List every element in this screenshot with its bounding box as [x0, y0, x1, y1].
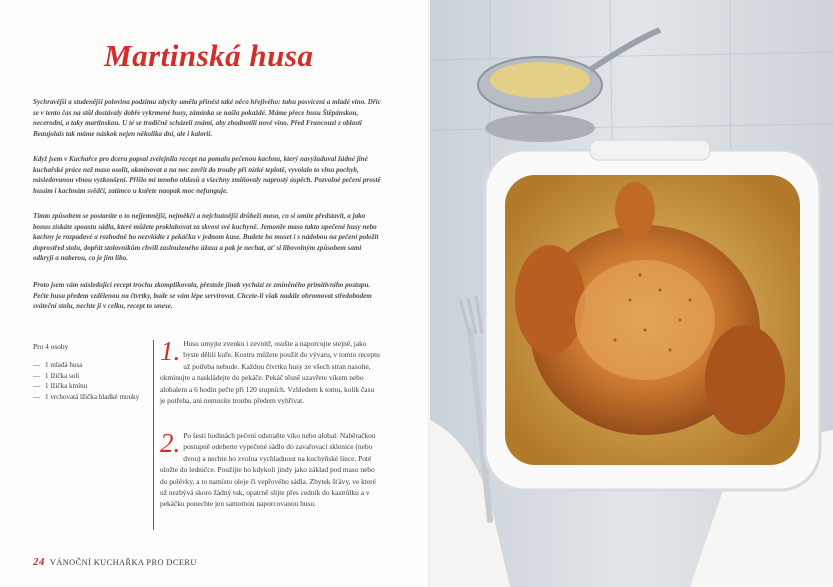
- page-number: 24: [33, 556, 45, 568]
- step-number: 2.: [160, 428, 181, 458]
- recipe-title: Martinská husa: [104, 38, 314, 73]
- intro-paragraph-2: Když jsem v Kuchařce pro dceru popsal zvelejnila recept na pomalu pečenou kachnu, který navyžaduval žádné jiné kuchařské práce než maso osolit, okmínovat a na noc zavřít do trouby při nízké teplotě, vyvolalo to vlnu pochyb, následovanou vlnou vyzkoušení. Přišlo mi mnoho ohlasů a všechny zmiňovaly naprostý úspěch. Pozvolné pečení prostě husám i kachnám svědčí, zatímco u kuřete naopak moc nefunguje.: [33, 155, 381, 195]
- steps-divider: [153, 340, 154, 530]
- ingredient-item: — 1 vrchovatá lžička hladké mouky: [33, 392, 140, 401]
- roast-goose-photo: [430, 0, 833, 587]
- food-photo: [430, 0, 833, 587]
- ingredient-item: — 1 mladá husa: [33, 361, 83, 369]
- step-text: Po šesti hodinách pečení odstraňte víko nebo alobal. Naběračkou postupně odeberte vypečené sádlo do zavařovací sklenice (nebo dvou) a nechte ho zvolna vychladnout na kuchyňské lince. Poté uložte do ledničce. Použijte ho kdykoli jindy jako základ pod maso nebo do polévky, a to namísto oleje či vepřového sádla. Zbytek šťávy, ve které už nezbývá skoro žádný tuk, opatrně slijte přes cedník do kastrůlku a v pekáčku ponechte jen samotnou naporcovanou husu.: [160, 431, 376, 509]
- ingredient-item: — 1 lžička kmínu: [33, 382, 88, 390]
- intro-paragraph-1: Sychravější a studenější polovina podzimu zdycky uměla přinést také něco hřejivého: tuhu posvícení a mladé víno. Dříc se v tento čas na stůl dostávaly dobře vykrmené husy, zámínka se našla pokaždé. Máme přece husu Štěpánskou, necerodní, a taky martinskou. U té se tradičně scházeli známí, aby zhodnotili nové víno. Před Francouzi z oblasti Beaujolais tak máme náskok nejen několika dní, ale i kalorií.: [33, 98, 381, 138]
- intro-paragraph-4: Proto jsem vám následující recept trochu zkomplikovala, přestože jinak vychází ze zmíněného primitivního postupu. Pečte husu předem vzdělenou na čtvrtky, bude se vám lépe servírovat. Chcete-li však nadále ohromovat středobodem sváteční stolu, nechte ji v celku, recept to unese.: [33, 281, 372, 311]
- step-1: [160, 338, 380, 406]
- servings-label: Pro 4 osoby: [33, 342, 69, 351]
- step-number: 1.: [160, 336, 181, 366]
- book-title: VÁNOČNÍ KUCHAŘKA PRO DCERU: [49, 558, 197, 567]
- ingredient-item: — 1 lžička soli: [33, 371, 80, 380]
- page-footer: [33, 556, 197, 568]
- intro-paragraph-3: Tímto způsobem se postaráte o to nejjemnější, nejměkčí a nejchutnější drůbeží maso, co si umíte představit, a jako bonus získáte spoustu sádla, které můžete proklalosvat za skvost své kuchyně. Jemonže maso takto upečené husy nebo kachny je rozpadavé a rozhodně ho nezvládte z pekáčku v jednom kuse. Budete ho muset i s nádobou na pečení položit doprostřed stolu, dopřát stolovníkům chvíli zaslouženého úžasu a pak je nechat, ať si libovolným způsobem sami odkryjí a naberou, co je jim libo.: [33, 212, 379, 263]
- ingredient-list: [33, 360, 143, 402]
- step-text: Husu umyjte zvenku i zevnitř, osušte a naporcujte stejně, jako byste dělili kuře. Kostru můžete použít do vývaru, v tomto receptu už potřeba nebude. Každou čtvrtku husy ze všech stran nasolte, okmínujte a naskládejte do pekáče. Pekáč těsně uzavřete víkem nebo alobalem a 6 hodin pečte při 120 stupních. Vzhledem k tomu, kolik času je potřeba, ani nemusíte troubu předem vyhřívat.: [160, 339, 380, 406]
- step-2: [160, 430, 380, 510]
